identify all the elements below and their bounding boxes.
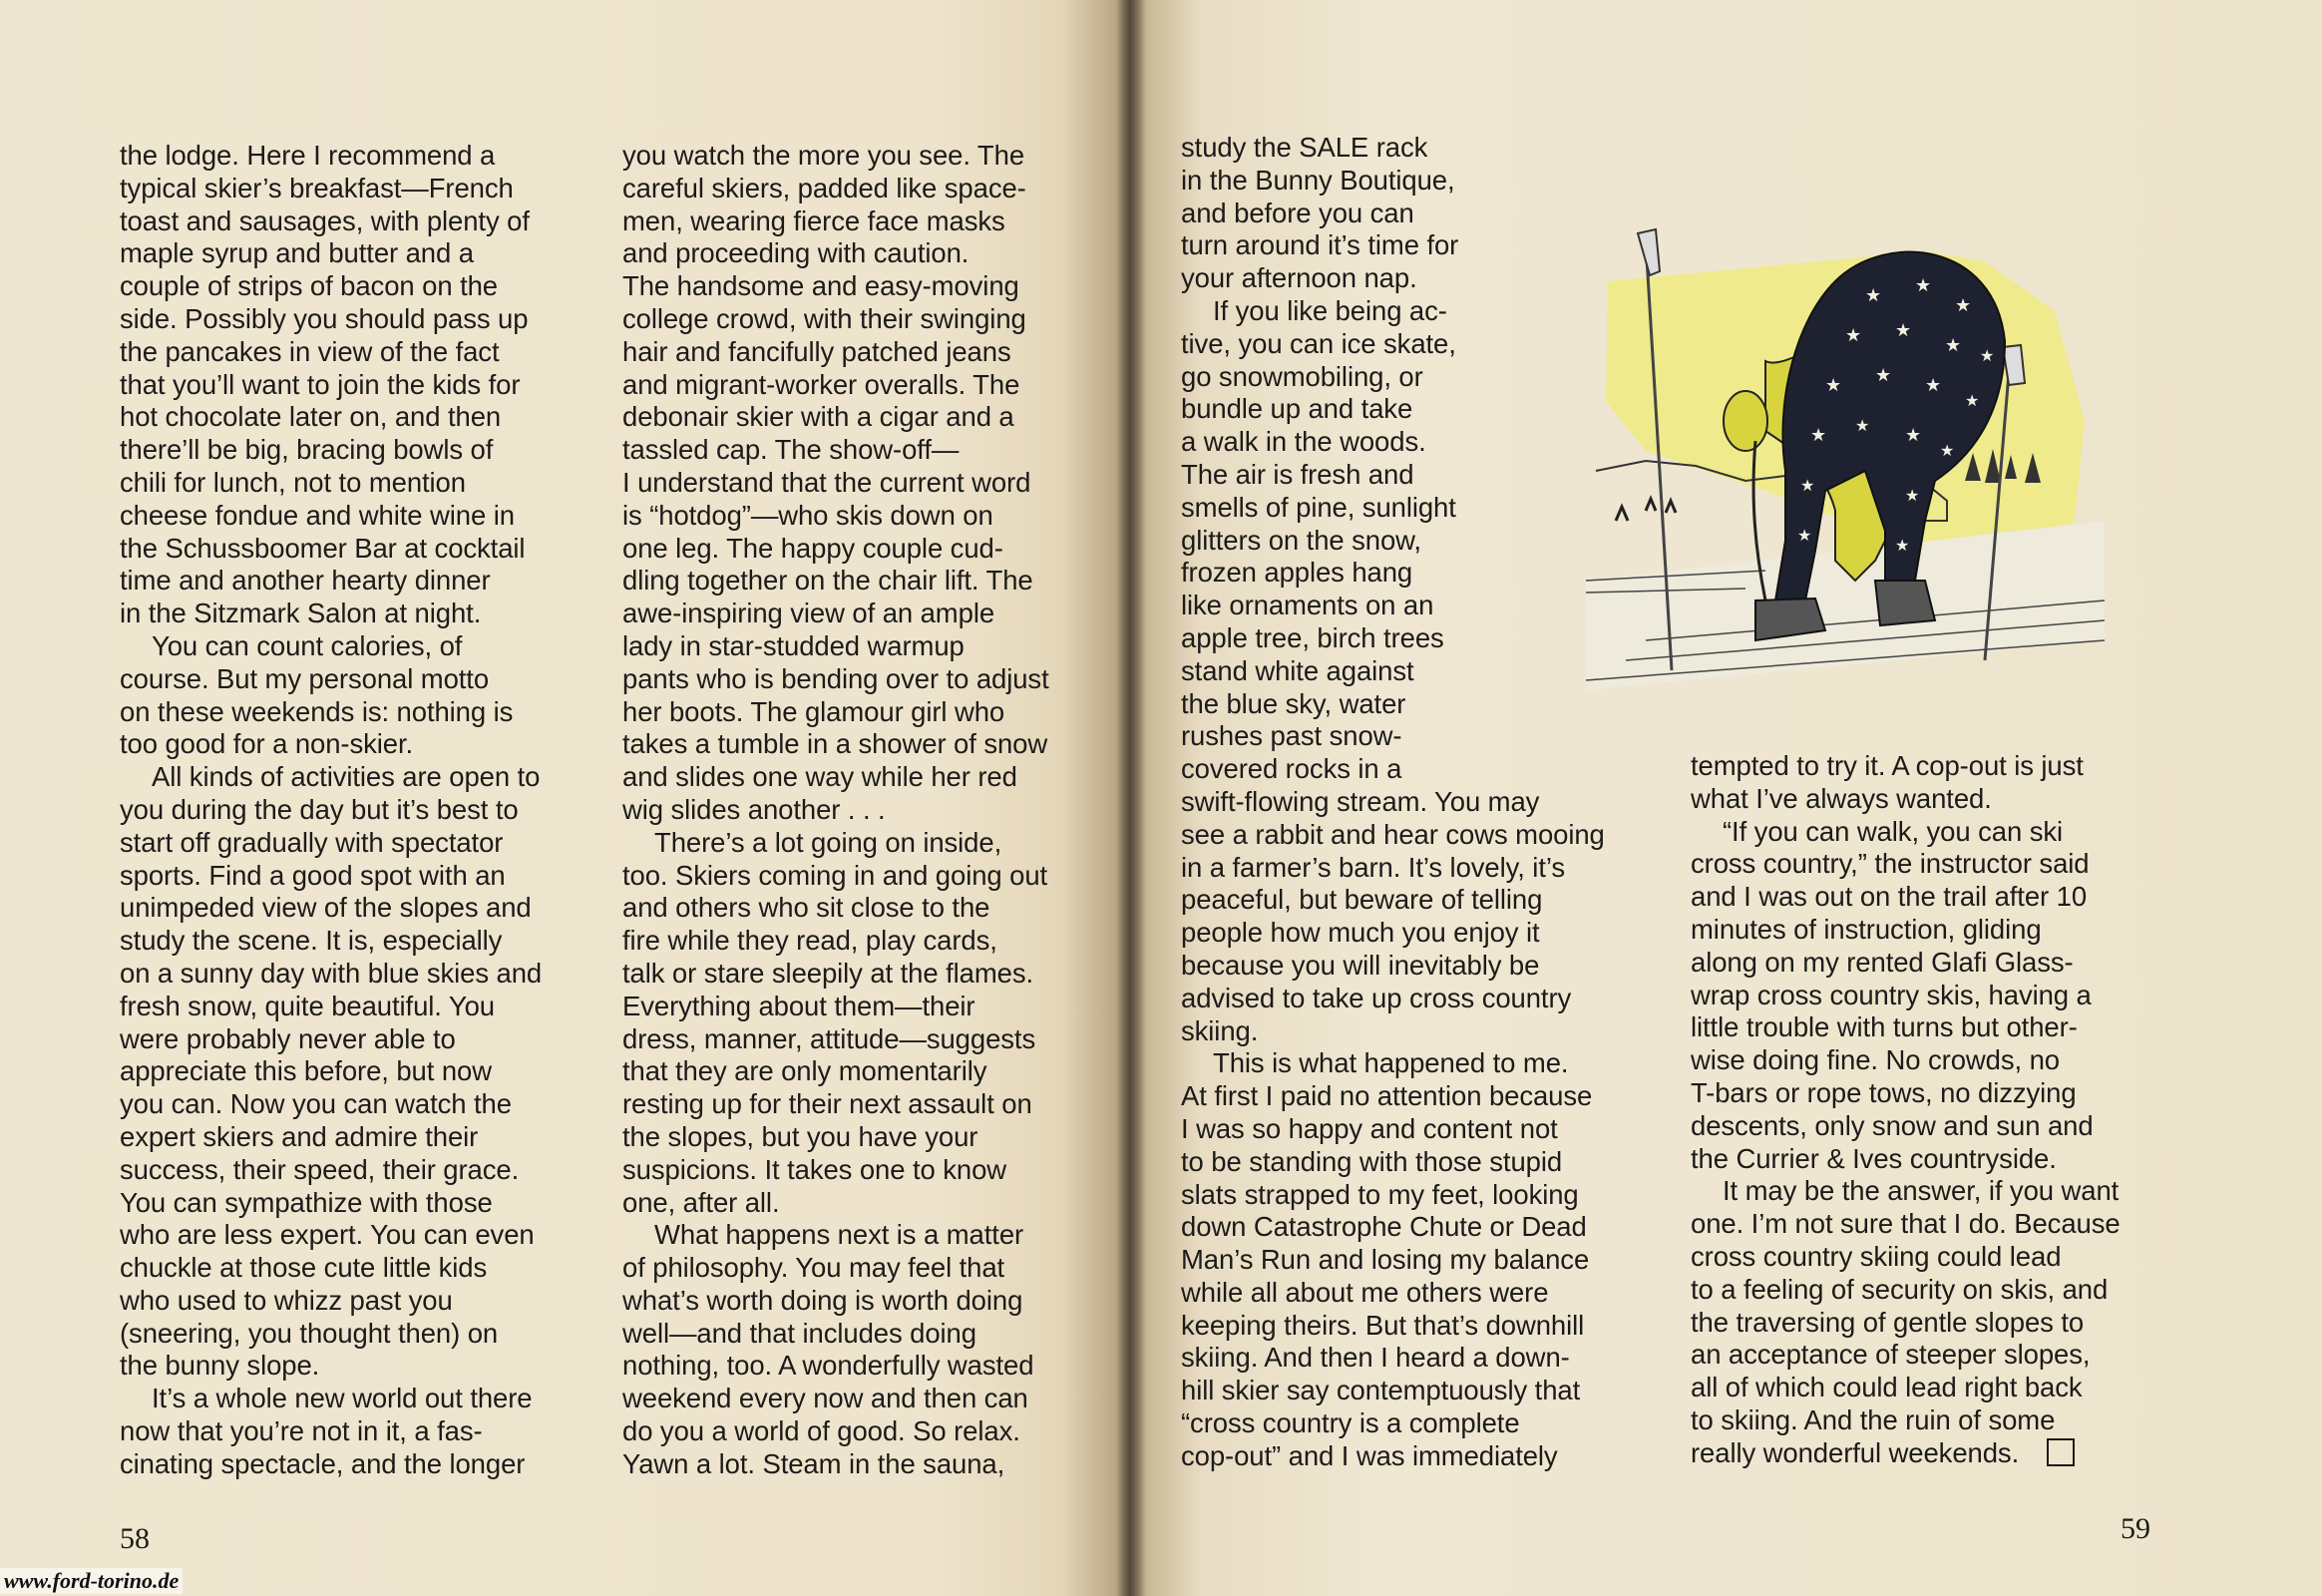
- text-line: the slopes, but you have your: [622, 1120, 978, 1152]
- text-line: and before you can: [1181, 197, 1414, 228]
- right-page-column-2: [1691, 750, 2149, 1470]
- text-line: T-bars or rope tows, no dizzying: [1691, 1076, 2077, 1108]
- text-line: that they are only momentarily: [622, 1055, 987, 1087]
- book-gutter: [1115, 0, 1145, 1596]
- head: [1724, 391, 1767, 451]
- svg-text:★: ★: [1865, 285, 1882, 305]
- text-line: cross country,” the instructor said: [1691, 848, 2090, 880]
- left-page-column-2: [622, 140, 1101, 1481]
- text-line: too good for a non-skier.: [120, 728, 414, 760]
- text-line: sports. Find a good spot with an: [120, 859, 506, 891]
- page-number-left: 58: [120, 1522, 150, 1555]
- text-line: careful skiers, padded like space-: [622, 172, 1026, 203]
- text-line: down Catastrophe Chute or Dead: [1181, 1211, 1587, 1243]
- text-line: a walk in the woods.: [1181, 426, 1426, 458]
- paragraph: [1691, 816, 2149, 1176]
- text-line: The air is fresh and: [1181, 458, 1414, 490]
- text-line: study the scene. It is, especially: [120, 925, 503, 957]
- text-line: on these weekends is: nothing is: [120, 695, 514, 727]
- text-line: talk or stare sleepily at the flames.: [622, 957, 1034, 989]
- text-line: frozen apples hang: [1181, 557, 1413, 589]
- text-line: weekend every now and then can: [622, 1383, 1028, 1414]
- text-line: study the SALE rack: [1181, 132, 1428, 163]
- svg-text:★: ★: [1797, 528, 1812, 545]
- svg-text:★: ★: [1895, 320, 1912, 340]
- text-line: in the Bunny Boutique,: [1181, 164, 1455, 196]
- text-line: the Currier & Ives countryside.: [1691, 1142, 2057, 1174]
- text-line: wrap cross country skis, having a: [1691, 979, 2092, 1010]
- text-line: All kinds of activities are open to: [152, 761, 541, 793]
- text-line: the pancakes in view of the fact: [120, 335, 500, 367]
- text-line: toast and sausages, with plenty of: [120, 204, 530, 236]
- paragraph: [622, 140, 1101, 827]
- paragraph: [1181, 132, 1650, 295]
- text-line: an acceptance of steeper slopes,: [1691, 1339, 2091, 1371]
- svg-text:★: ★: [1875, 365, 1892, 385]
- text-line: on a sunny day with blue skies and: [120, 957, 543, 989]
- text-line: minutes of instruction, gliding: [1691, 913, 2042, 945]
- text-line: wise doing fine. No crowds, no: [1691, 1044, 2060, 1076]
- text-line: you during the day but it’s best to: [120, 793, 519, 825]
- text-line: while all about me others were: [1181, 1276, 1549, 1308]
- text-line: skiing.: [1181, 1014, 1259, 1046]
- text-line: expert skiers and admire their: [120, 1120, 479, 1152]
- text-line: tempted to try it. A cop-out is just: [1691, 750, 2084, 781]
- text-line: At first I paid no attention because: [1181, 1080, 1593, 1112]
- text-line: cinating spectacle, and the longer: [120, 1447, 526, 1479]
- text-line: side. Possibly you should pass up: [120, 302, 529, 334]
- paragraph: [1181, 1047, 1650, 1472]
- text-line: people how much you enjoy it: [1181, 917, 1540, 949]
- text-line: descents, only snow and sun and: [1691, 1109, 2094, 1141]
- text-line: what I’ve always wanted.: [1691, 782, 1992, 814]
- text-line: cross country skiing could lead: [1691, 1240, 2062, 1272]
- paragraph: [120, 630, 588, 761]
- text-line: men, wearing fierce face masks: [622, 204, 1005, 236]
- svg-text:★: ★: [1980, 348, 1995, 365]
- text-line: couple of strips of bacon on the: [120, 270, 498, 302]
- text-line: Man’s Run and losing my balance: [1181, 1244, 1590, 1276]
- text-line: awe-inspiring view of an ample: [622, 598, 995, 629]
- svg-text:★: ★: [1945, 335, 1962, 355]
- text-line: too. Skiers coming in and going out: [622, 859, 1048, 891]
- text-line: the Schussboomer Bar at cocktail: [120, 532, 526, 564]
- text-line: well—and that includes doing: [622, 1317, 976, 1349]
- text-line: pants who is bending over to adjust: [622, 662, 1049, 694]
- text-line: dress, manner, attitude—suggests: [622, 1022, 1036, 1054]
- svg-text:★: ★: [1955, 295, 1972, 315]
- svg-text:★: ★: [1905, 425, 1922, 445]
- text-line: one. I’m not sure that I do. Because: [1691, 1208, 2121, 1240]
- text-line: the blue sky, water: [1181, 687, 1406, 719]
- text-line: one leg. The happy couple cud-: [622, 532, 1003, 564]
- text-line: now that you’re not in it, a fas-: [120, 1415, 483, 1447]
- text-line: that you’ll want to join the kids for: [120, 368, 521, 400]
- svg-text:★: ★: [1940, 443, 1955, 460]
- distant-skiers: [1616, 499, 1676, 521]
- end-of-article-box-icon: [2047, 1438, 2075, 1466]
- text-line: really wonderful weekends.: [1691, 1437, 2149, 1470]
- text-line: chuckle at those cute little kids: [120, 1252, 488, 1284]
- text-line: (sneering, you thought then) on: [120, 1317, 499, 1349]
- text-line: “If you can walk, you can ski: [1723, 815, 2063, 847]
- text-line: course. But my personal motto: [120, 662, 490, 694]
- text-line: advised to take up cross country: [1181, 982, 1572, 1013]
- text-line: fresh snow, quite beautiful. You: [120, 990, 495, 1021]
- text-line: resting up for their next assault on: [622, 1088, 1032, 1120]
- text-line: in the Sitzmark Salon at night.: [120, 598, 482, 629]
- text-line: glitters on the snow,: [1181, 524, 1421, 556]
- text-line: bundle up and take: [1181, 393, 1413, 425]
- text-line: time and another hearty dinner: [120, 565, 491, 597]
- text-line: all of which could lead right back: [1691, 1372, 2083, 1403]
- text-line: in a farmer’s barn. It’s lovely, it’s: [1181, 851, 1566, 883]
- paragraph: [120, 140, 588, 630]
- paragraph: [120, 761, 588, 1383]
- skier-bending-illustration: [1586, 221, 2105, 720]
- text-line: You can count calories, of: [152, 629, 463, 661]
- text-line: If you like being ac-: [1213, 294, 1447, 326]
- text-line: covered rocks in a: [1181, 753, 1402, 785]
- text-line: This is what happened to me.: [1213, 1047, 1569, 1079]
- text-line: wig slides another . . .: [622, 793, 886, 825]
- svg-text:★: ★: [1800, 478, 1815, 495]
- text-line: and migrant-worker overalls. The: [622, 368, 1020, 400]
- svg-text:★: ★: [1855, 418, 1870, 435]
- text-line: What happens next is a matter: [654, 1219, 1024, 1251]
- text-line: you watch the more you see. The: [622, 140, 1025, 171]
- text-line: college crowd, with their swinging: [622, 302, 1026, 334]
- website-watermark: www.ford-torino.de: [0, 1568, 183, 1594]
- left-page: [0, 0, 1129, 1596]
- text-line: turn around it’s time for: [1181, 229, 1459, 261]
- paragraph: [1691, 1175, 2149, 1469]
- svg-text:★: ★: [1810, 425, 1827, 445]
- paragraph: [622, 1219, 1101, 1480]
- paragraph: [622, 827, 1101, 1220]
- page-number-right: 59: [2121, 1512, 2150, 1545]
- text-line: skiing. And then I heard a down-: [1181, 1342, 1570, 1374]
- text-line: swift-flowing stream. You may: [1181, 785, 1540, 817]
- svg-text:★: ★: [1925, 375, 1942, 395]
- text-line: who used to whizz past you: [120, 1284, 453, 1316]
- text-line: there’ll be big, bracing bowls of: [120, 434, 494, 466]
- text-line: start off gradually with spectator: [120, 826, 504, 858]
- text-line: hot chocolate later on, and then: [120, 401, 502, 433]
- text-line: peaceful, but beware of telling: [1181, 884, 1543, 916]
- text-line: the lodge. Here I recommend a: [120, 140, 496, 171]
- text-line: typical skier’s breakfast—French: [120, 172, 514, 203]
- svg-text:★: ★: [1905, 488, 1920, 505]
- text-line: cheese fondue and white wine in: [120, 499, 515, 531]
- text-line: and others who sit close to the: [622, 892, 990, 924]
- text-line: go snowmobiling, or: [1181, 360, 1423, 392]
- text-line: tive, you can ice skate,: [1181, 327, 1456, 359]
- svg-text:★: ★: [1965, 393, 1980, 410]
- text-line: Yawn a lot. Steam in the sauna,: [622, 1447, 1005, 1479]
- text-line: the traversing of gentle slopes to: [1691, 1306, 2085, 1338]
- text-line: of philosophy. You may feel that: [622, 1252, 1005, 1284]
- text-line: were probably never able to: [120, 1022, 456, 1054]
- text-line: appreciate this before, but now: [120, 1055, 492, 1087]
- text-line: rushes past snow-: [1181, 720, 1402, 752]
- paragraph: [1181, 295, 1650, 1047]
- text-line: and I was out on the trail after 10: [1691, 881, 2088, 913]
- text-line: the bunny slope.: [120, 1350, 320, 1382]
- text-line: little trouble with turns but other-: [1691, 1011, 2078, 1043]
- text-line: to a feeling of security on skis, and: [1691, 1273, 2109, 1305]
- text-line: It’s a whole new world out there: [152, 1383, 533, 1414]
- text-line: debonair skier with a cigar and a: [622, 401, 1014, 433]
- text-line: keeping theirs. But that’s downhill: [1181, 1309, 1585, 1341]
- text-line: unimpeded view of the slopes and: [120, 892, 532, 924]
- svg-text:★: ★: [1845, 325, 1862, 345]
- text-line: There’s a lot going on inside,: [654, 826, 1002, 858]
- text-line: smells of pine, sunlight: [1181, 491, 1456, 523]
- text-line: and slides one way while her red: [622, 761, 1017, 793]
- pole-grip-left: [1638, 229, 1660, 275]
- paragraph: [120, 1383, 588, 1480]
- text-line: It may be the answer, if you want: [1723, 1175, 2120, 1207]
- text-line: hair and fancifully patched jeans: [622, 335, 1011, 367]
- text-line: maple syrup and butter and a: [120, 237, 474, 269]
- svg-text:★: ★: [1895, 538, 1910, 555]
- text-line: chili for lunch, not to mention: [120, 466, 466, 498]
- text-line: lady in star-studded warmup: [622, 629, 965, 661]
- svg-text:★: ★: [1825, 375, 1842, 395]
- text-line: I was so happy and content not: [1181, 1112, 1558, 1144]
- text-line: who are less expert. You can even: [120, 1219, 535, 1251]
- text-line: takes a tumble in a shower of snow: [622, 728, 1048, 760]
- text-line: Everything about them—their: [622, 990, 975, 1021]
- text-line: apple tree, birch trees: [1181, 621, 1444, 653]
- text-line: The handsome and easy-moving: [622, 270, 1019, 302]
- text-line: cop-out” and I was immediately: [1181, 1439, 1558, 1471]
- text-line: tassled cap. The show-off—: [622, 434, 960, 466]
- right-page-column-1: [1181, 132, 1650, 1473]
- text-line: fire while they read, play cards,: [622, 925, 997, 957]
- text-line: I understand that the current word: [622, 466, 1031, 498]
- text-line: dling together on the chair lift. The: [622, 565, 1033, 597]
- text-line: slats strapped to my feet, looking: [1181, 1178, 1579, 1210]
- svg-text:★: ★: [1915, 275, 1932, 295]
- paragraph: [1691, 750, 2149, 816]
- text-line: like ornaments on an: [1181, 590, 1434, 621]
- text-line: stand white against: [1181, 654, 1414, 686]
- text-line: You can sympathize with those: [120, 1186, 493, 1218]
- text-line: your afternoon nap.: [1181, 262, 1417, 294]
- text-line: is “hotdog”—who skis down on: [622, 499, 993, 531]
- text-line: nothing, too. A wonderfully wasted: [622, 1350, 1034, 1382]
- left-page-column-1: [120, 140, 588, 1481]
- text-line: one, after all.: [622, 1186, 780, 1218]
- text-line: because you will inevitably be: [1181, 949, 1540, 981]
- text-line: success, their speed, their grace.: [120, 1153, 520, 1185]
- text-line: you can. Now you can watch the: [120, 1088, 512, 1120]
- text-line: what’s worth doing is worth doing: [622, 1284, 1023, 1316]
- text-line: her boots. The glamour girl who: [622, 695, 1005, 727]
- text-line: to skiing. And the ruin of some: [1691, 1403, 2056, 1435]
- text-line: do you a world of good. So relax.: [622, 1415, 1020, 1447]
- text-line: hill skier say contemptuously that: [1181, 1375, 1581, 1406]
- text-line: suspicions. It takes one to know: [622, 1153, 1007, 1185]
- text-line: to be standing with those stupid: [1181, 1145, 1563, 1177]
- text-line: see a rabbit and hear cows mooing: [1181, 818, 1605, 850]
- text-line: “cross country is a complete: [1181, 1407, 1520, 1439]
- text-line: and proceeding with caution.: [622, 237, 969, 269]
- text-line: along on my rented Glafi Glass-: [1691, 946, 2074, 978]
